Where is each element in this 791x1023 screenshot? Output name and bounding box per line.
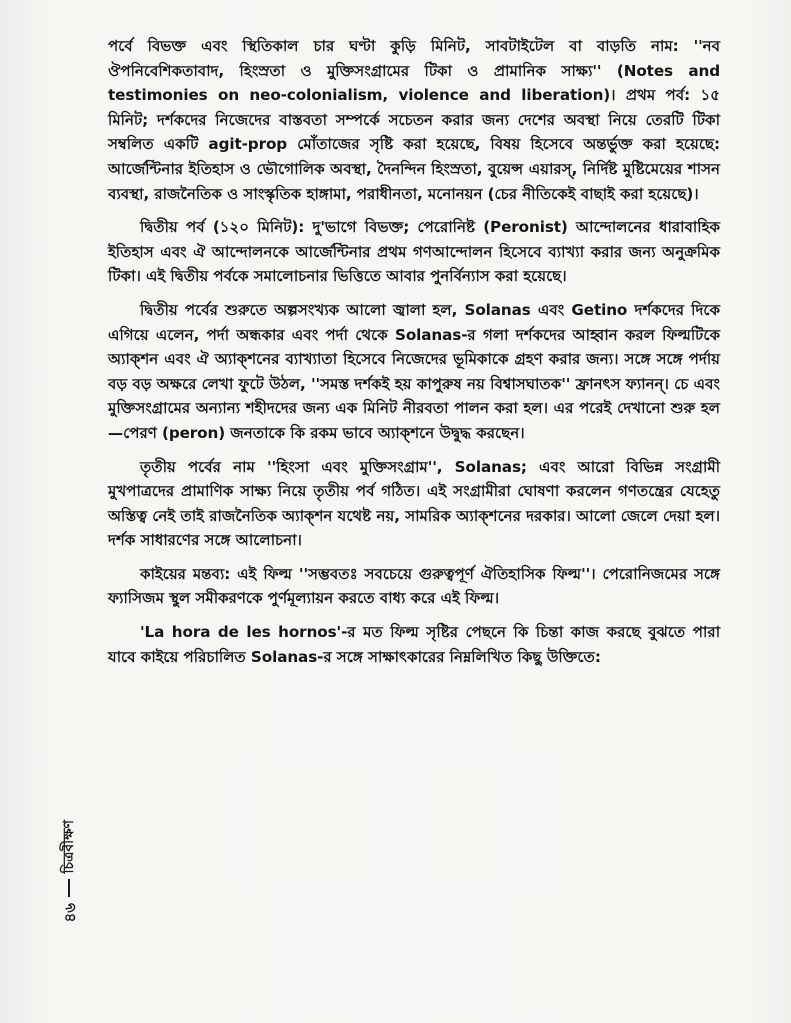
paragraph-5: কাইয়ের মন্তব্য: এই ফিল্ম ''সম্ভবতঃ সবচেয়ে গুরুত্বপূর্ণ ঐতিহাসিক ফিল্ম''। পেরোনিজমের সঙ্গে ফ্যাসিজম স্থুল সমীকরণকে পুর্ণমূল্যায়ন করতে বাধ্য করে এই ফিল্ম। xyxy=(108,564,720,608)
paragraph-1: পর্বে বিভক্ত এবং স্থিতিকাল চার ঘণ্টা কুড়ি মিনিট, সাবটাইটেল বা বাড়তি নাম: ''নব ঔপনিবেশিকতাবাদ, হিংস্রতা ও মুক্তিসংগ্রামের টিকা ও প্রামানিক সাক্ষ্য'' (Notes and testimonies on neo-colonialism, violence and liberation)। প্রথম পর্ব: ১৫ মিনিট; দর্শকদের নিজেদের বাস্তবতা সম্পর্কে সচেতন করার জন্য দেশের অবস্থা নিয়ে তেরটি টিকা সম্বলিত একটি agit-prop মোঁতাজের সৃষ্টি করা হয়েছে, বিষয় হিসেবে অন্তর্ভুক্ত করা হয়েছে: আর্জেন্টিনার ইতিহাস ও ভৌগোলিক অবস্থা, দৈনন্দিন হিংস্রতা, বুয়েন্স এয়ারস্, নির্দিষ্ট মুষ্টিমেয়ের শাসন ব্যবস্থা, রাজনৈতিক ও সাংস্কৃতিক হাঙ্গামা, পরাধীনতা, মনোনয়ন (চের নীতিকেই বাছাই করা হয়েছে)। xyxy=(108,37,720,203)
journal-name: চিত্রবীক্ষণ xyxy=(61,820,77,874)
page-number: ৪৬ xyxy=(60,903,79,923)
paragraph-2: দ্বিতীয় পর্ব (১২০ মিনিট): দু'ভাগে বিভক্ত; পেরোনিষ্ট (Peronist) আন্দোলনের ধারাবাহিক ইতিহাস এবং ঐ আন্দোলনকে আর্জেন্টিনার প্রথম গণআন্দোলন হিসেবে ব্যাখ্যা করার জন্য অনুক্রমিক টিকা। এই দ্বিতীয় পর্বকে সমালোচনার ভিত্তিতে আবার পুনর্বিন্যাস করা হয়েছে। xyxy=(108,218,720,286)
paragraph-4: তৃতীয় পর্বের নাম ''হিংসা এবং মুক্তিসংগ্রাম'', Solanas; এবং আরো বিভিন্ন সংগ্রামী মুখপাত্রদের প্রামাণিক সাক্ষ্য নিয়ে তৃতীয় পর্ব গঠিত। এই সংগ্রামীরা ঘোষণা করলেন গণতন্ত্রের যেহেতু অস্তিত্ব নেই তাই রাজনৈতিক অ্যাক্শন যথেষ্ট নয়, সামরিক অ্যাক্শনের দরকার। আলো জেলে দেয়া হল। দর্শক সাধারণের সঙ্গে আলোচনা। xyxy=(108,457,720,550)
page-footer-margin xyxy=(58,820,80,940)
paragraph-3: দ্বিতীয় পর্বের শুরুতে অল্পসংখ্যক আলো জ্বালা হল, Solanas এবং Getino দর্শকদের দিকে এগিয়ে এলেন, পর্দা অন্ধকার এবং পর্দা থেকে Solanas-র গলা দর্শকদের আহ্বান করল ফিল্মটিকে অ্যাক্শন এবং ঐ অ্যাক্শনের ব্যাখ্যাতা হিসেবে নিজেদের ভূমিকাকে গ্রহণ করার জন্য। সঙ্গে সঙ্গে পর্দায় বড় বড় অক্ষরে লেখা ফুটে উঠল, ''সমস্ত দর্শকই হয় কাপুরুষ নয় বিশ্বাসঘাতক'' ফ্রানৎস ফ্যানন্। চে এবং মুক্তিসংগ্রামের অন্যান্য শহীদদের জন্য এক মিনিট নীরবতা পালন করা হল। এর পরেই দেখানো শুরু হল—পেরণ (peron) জনতাকে কি রকম ভাবে অ্যাক্শনে উদ্বুদ্ধ করছেন। xyxy=(108,300,720,442)
paragraph-6: 'La hora de les hornos'-র মত ফিল্ম সৃষ্টির পেছনে কি চিন্তা কাজ করছে বুঝতে পারা যাবে কাইয়ে পরিচালিত Solanas-র সঙ্গে সাক্ষাৎকারের নিম্নলিখিত কিছু উক্তিতে: xyxy=(108,623,720,666)
divider xyxy=(68,879,70,897)
body-text xyxy=(108,34,720,678)
